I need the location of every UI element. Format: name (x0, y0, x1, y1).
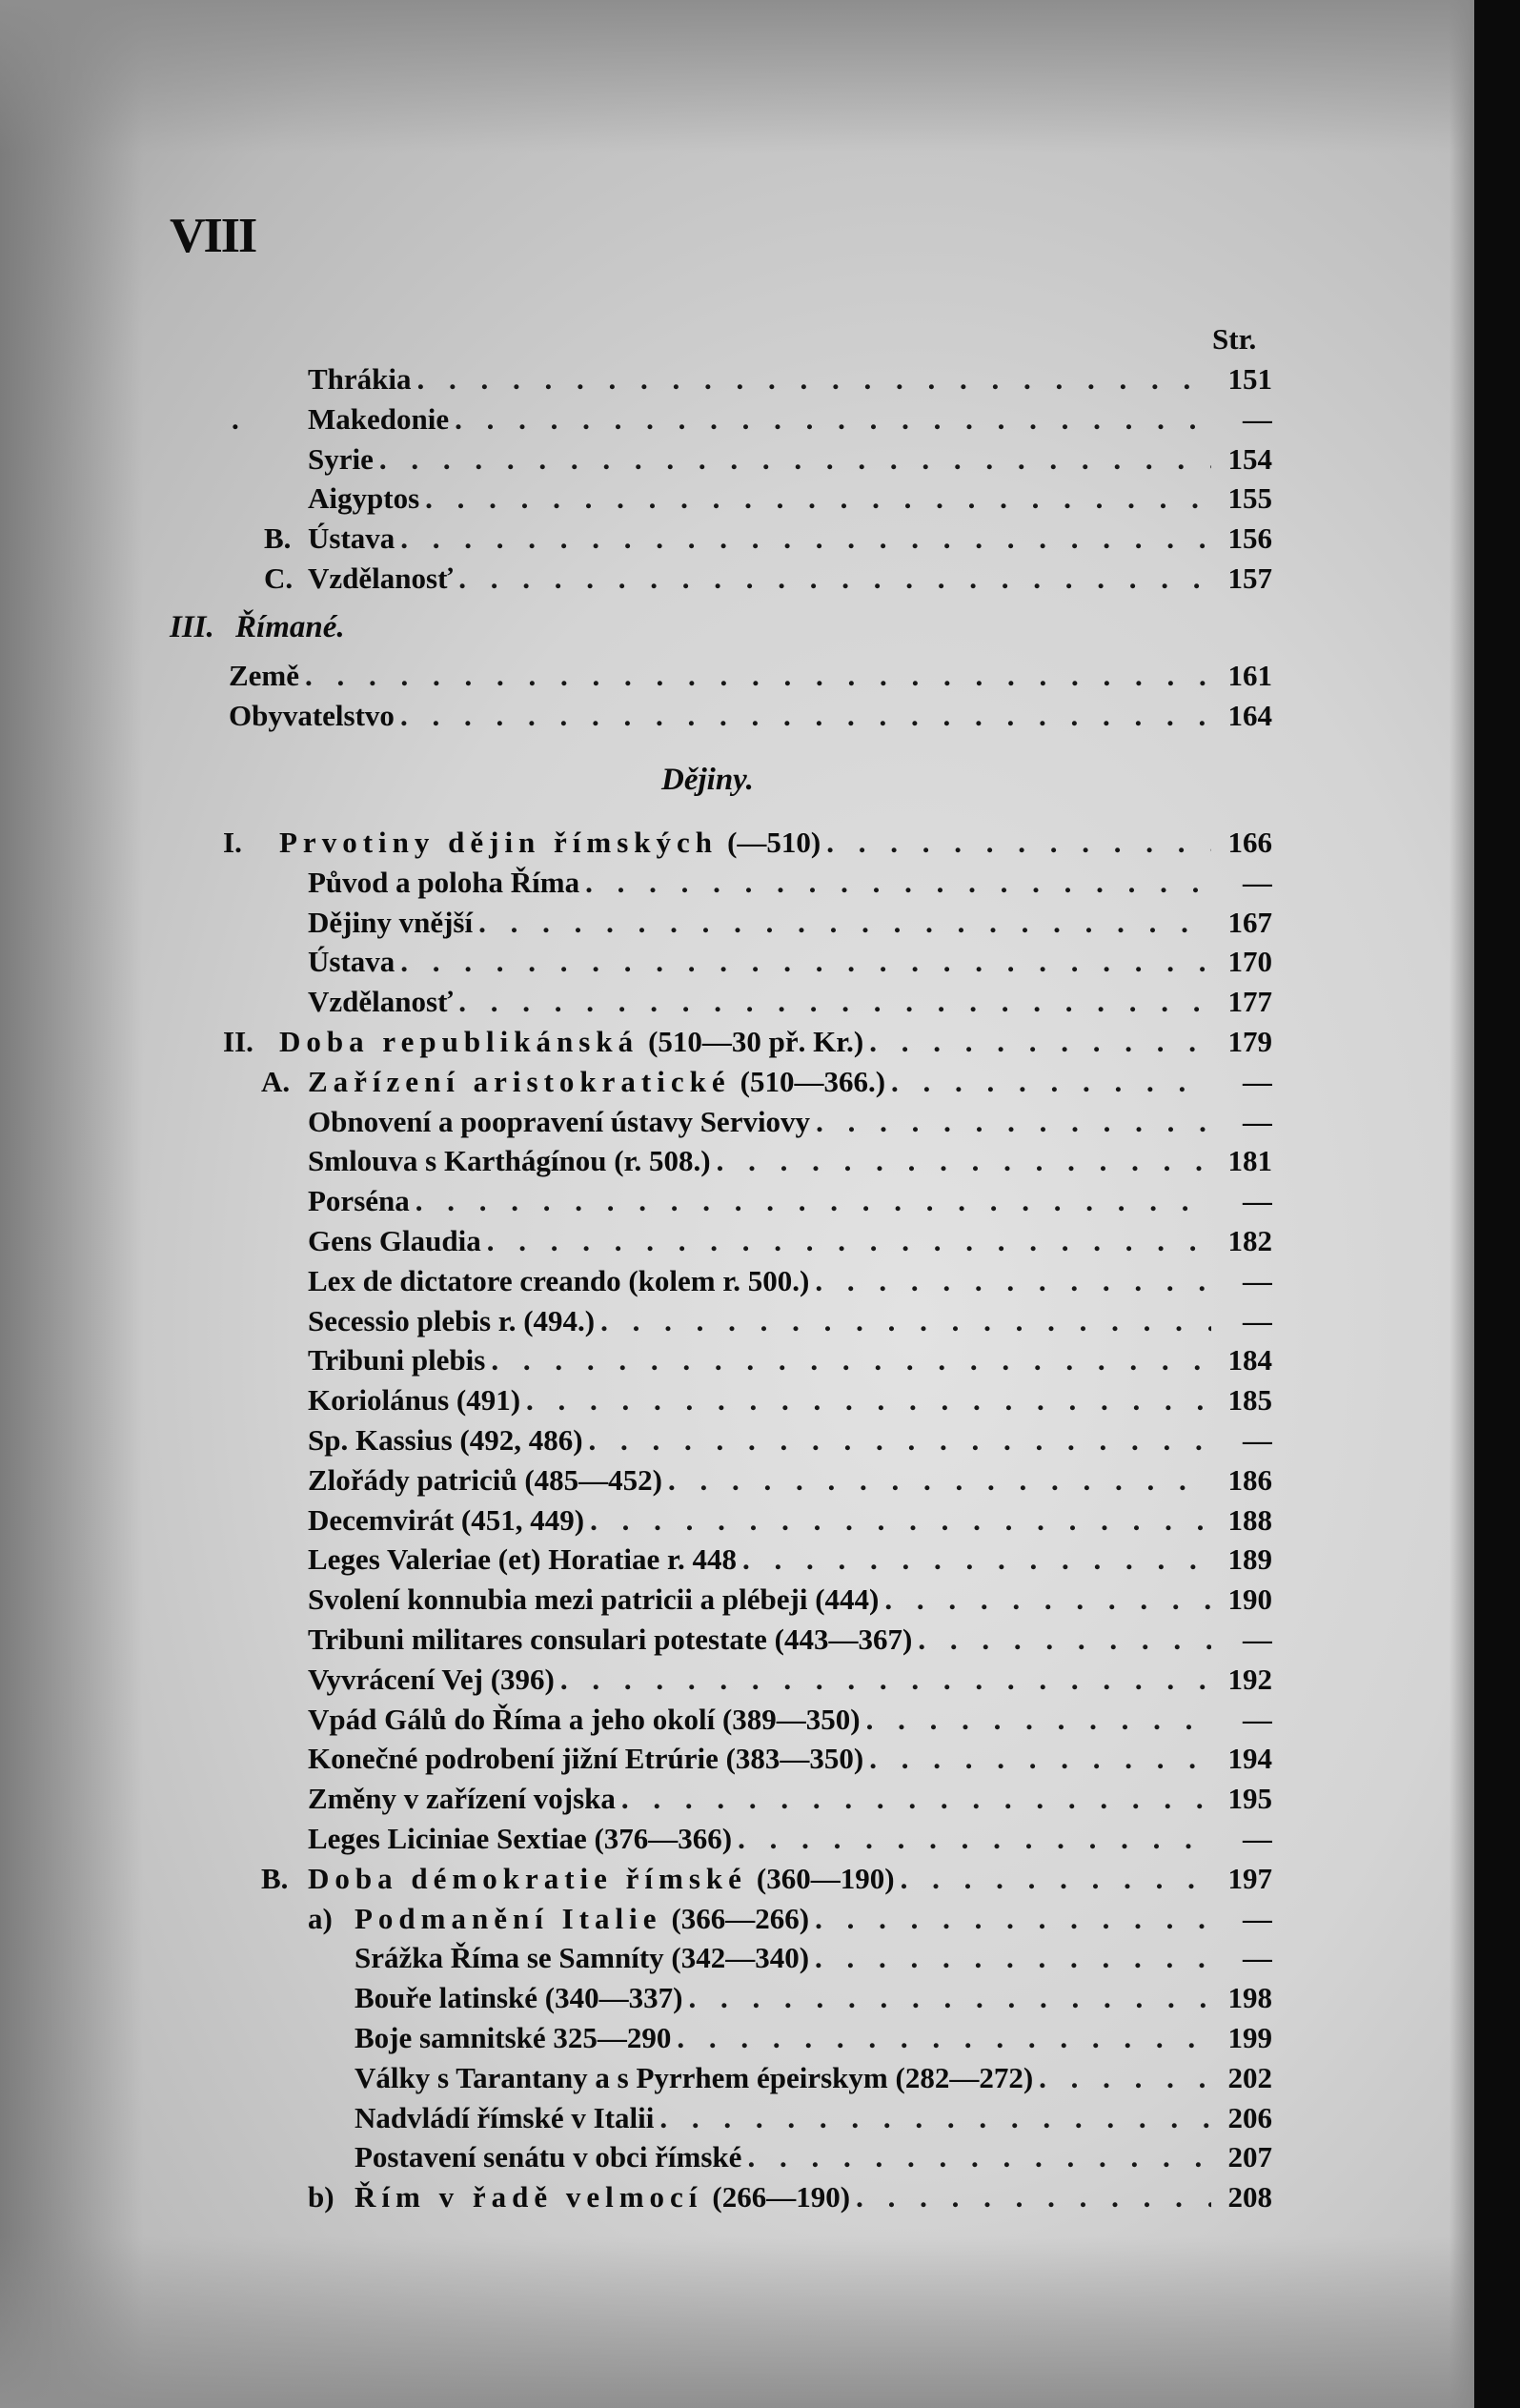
toc-leader-dots (815, 1900, 1211, 1938)
toc-entry-date-range: (366—266) (671, 1901, 810, 1935)
toc-leader-dots (305, 657, 1211, 695)
toc-entry (308, 1461, 1272, 1500)
toc-entry-page: — (1243, 1423, 1272, 1457)
toc-entry-title: Vpád Gálů do Říma a jeho okolí (389—350) (308, 1702, 861, 1736)
toc-leader-dots (417, 360, 1211, 398)
toc-entry-page: — (1243, 1184, 1272, 1218)
toc-leader-dots (425, 480, 1211, 518)
toc-leader-dots (677, 2019, 1211, 2057)
toc-leader-dots (487, 1222, 1211, 1260)
toc-entry-marker: . (232, 401, 239, 436)
toc-entry-title: Leges Valeriae (et) Horatiae r. 448 (308, 1542, 737, 1577)
toc-entry (261, 1860, 1272, 1898)
toc-entry (308, 1182, 1272, 1220)
toc-leader-dots (856, 2178, 1211, 2216)
toc-entry (308, 1780, 1272, 1818)
toc-entry-page: 155 (1227, 481, 1272, 516)
toc-entry (308, 480, 1272, 518)
toc-entry-title: Decemvirát (451, 449) (308, 1502, 585, 1537)
toc-entry-title: Sp. Kassius (492, 486) (308, 1423, 583, 1457)
toc-entry (355, 2019, 1272, 2057)
toc-entry (261, 1063, 1272, 1101)
section-title: Římané. (235, 610, 345, 644)
toc-entry-title: Secessio plebis r. (494.) (308, 1303, 596, 1337)
toc-entry-date-range: (—510) (727, 826, 821, 859)
toc-leader-dots (600, 1302, 1211, 1340)
toc-leader-dots (738, 1820, 1211, 1858)
toc-leader-dots (400, 520, 1211, 558)
toc-entry-page: 166 (1227, 826, 1272, 859)
toc-entry-page: 194 (1227, 1742, 1272, 1776)
toc-entry-page: 184 (1227, 1343, 1272, 1377)
toc-entry-title: Lex de dictatore creando (kolem r. 500.) (308, 1263, 810, 1297)
toc-entry-page: — (1243, 1104, 1272, 1138)
toc-entry-page: 154 (1227, 441, 1272, 476)
toc-entry-page: 190 (1227, 1582, 1272, 1617)
toc-leader-dots (869, 1023, 1211, 1061)
toc-entry (229, 657, 1272, 695)
toc-entry-title: Země (229, 659, 300, 692)
toc-leader-dots (526, 1381, 1211, 1419)
toc-entry-title: Prvotiny dějin římských (279, 826, 719, 859)
toc-entry (308, 1701, 1272, 1739)
toc-entry (308, 1103, 1272, 1141)
toc-leader-dots (478, 904, 1211, 942)
toc-entry-title: Konečné podrobení jižní Etrúrie (383—350) (308, 1742, 864, 1776)
toc-entry-page: — (1243, 865, 1272, 899)
toc-entry (355, 2099, 1272, 2137)
toc-leader-dots (815, 1939, 1211, 1977)
toc-entry-page: 198 (1227, 1981, 1272, 2015)
toc-entry-title: Dějiny vnější (308, 905, 474, 939)
toc-entry-title: Vzdělanosť (308, 985, 454, 1019)
toc-entry (229, 697, 1272, 735)
toc-entry (308, 1661, 1272, 1699)
toc-entry (232, 400, 1272, 439)
toc-leader-dots (415, 1182, 1211, 1220)
toc-leader-dots (379, 440, 1211, 479)
toc-leader-dots (816, 1103, 1211, 1141)
toc-leader-dots (590, 1501, 1211, 1540)
toc-entry-title: Vyvrácení Vej (396) (308, 1662, 555, 1696)
toc-leader-dots (901, 1860, 1211, 1898)
toc-leader-dots (458, 983, 1211, 1021)
toc-entry-title: Srážka Říma se Samníty (342—340) (355, 1941, 810, 1975)
toc-entry-title: Makedonie (308, 401, 450, 436)
page-shadow-bottom (0, 2236, 1520, 2408)
toc-leader-dots (826, 824, 1211, 862)
toc-entry-title: Syrie (308, 441, 374, 476)
toc-entry-title: Leges Liciniae Sextiae (376—366) (308, 1822, 733, 1855)
toc-leader-dots (884, 1581, 1211, 1619)
toc-entry (355, 2059, 1272, 2097)
toc-entry-title: Řím v řadě velmocí (355, 2180, 703, 2214)
toc-entry-marker: II. (223, 1025, 253, 1058)
toc-entry-marker: a) (308, 1901, 333, 1935)
toc-entry (308, 1302, 1272, 1340)
toc-entry (308, 360, 1272, 398)
toc-entry-title: Podmanění Italie (355, 1901, 662, 1935)
toc-entry-marker: B. (264, 521, 292, 556)
toc-leader-dots (491, 1341, 1211, 1379)
toc-leader-dots (815, 1262, 1211, 1300)
toc-entry-title: Porséna (308, 1184, 410, 1218)
toc-entry (308, 864, 1272, 902)
toc-entry-title: Ústava (308, 521, 395, 556)
toc-leader-dots (458, 560, 1211, 598)
toc-entry-page: — (1243, 1822, 1272, 1855)
toc-entry-page: 207 (1227, 2140, 1272, 2174)
scan-border-right (1474, 0, 1520, 2408)
toc-entry (308, 1142, 1272, 1180)
page-number: VIII (170, 209, 256, 263)
toc-entry (355, 2138, 1272, 2176)
toc-entry (308, 1341, 1272, 1379)
toc-entry-page: 189 (1227, 1542, 1272, 1577)
toc-entry (308, 904, 1272, 942)
toc-entry-title: Doba republikánská (279, 1025, 639, 1058)
toc-entry-title: Aigyptos (308, 481, 420, 516)
toc-entry-page: 206 (1227, 2100, 1272, 2134)
toc-entry (308, 1740, 1272, 1778)
toc-entry (308, 1581, 1272, 1619)
toc-entry (308, 1541, 1272, 1579)
toc-entry-page: 170 (1227, 945, 1272, 979)
toc-leader-dots (400, 943, 1211, 981)
toc-leader-dots (688, 1979, 1211, 2017)
toc-entry-title: Thrákia (308, 362, 412, 396)
toc-leader-dots (869, 1740, 1211, 1778)
toc-leader-dots (717, 1142, 1211, 1180)
toc-entry (308, 1820, 1272, 1858)
toc-leader-dots (659, 2099, 1211, 2137)
toc-entry-marker: A. (261, 1064, 291, 1098)
toc-entry-page: 167 (1227, 905, 1272, 939)
toc-entry (308, 1421, 1272, 1459)
toc-entry-date-range: (510—366.) (740, 1064, 886, 1098)
toc-leader-dots (585, 864, 1211, 902)
toc-entry-page: 157 (1227, 561, 1272, 595)
toc-entry-title: Gens Glaudia (308, 1224, 481, 1257)
section-numeral: III. (170, 610, 214, 644)
toc-entry-page: 179 (1227, 1025, 1272, 1058)
toc-entry (308, 440, 1272, 479)
section-heading-romans (170, 610, 345, 645)
toc-entry-page: — (1243, 1941, 1272, 1975)
section-heading-dejiny: Dějiny. (661, 763, 754, 797)
toc-leader-dots (589, 1421, 1211, 1459)
toc-entry-title: Obnovení a poopravení ústavy Serviovy (308, 1104, 811, 1138)
toc-entry-page: 161 (1227, 659, 1272, 692)
toc-entry-page: 208 (1227, 2180, 1272, 2214)
toc-entry-title: Postavení senátu v obci římské (355, 2140, 742, 2174)
toc-entry-title: Ústava (308, 945, 395, 979)
toc-entry-page: — (1243, 1064, 1272, 1098)
toc-entry (308, 983, 1272, 1021)
toc-entry-date-range: (360—190) (756, 1861, 895, 1895)
toc-entry (308, 1501, 1272, 1540)
toc-entry-title: Původ a poloha Říma (308, 865, 580, 899)
toc-entry-page: 197 (1227, 1861, 1272, 1895)
toc-leader-dots (747, 2138, 1211, 2176)
toc-leader-dots (918, 1621, 1211, 1659)
toc-entry-title: Obyvatelstvo (229, 698, 395, 732)
page-fold-shadow (1449, 0, 1474, 2408)
toc-leader-dots (668, 1461, 1211, 1500)
toc-entry-marker: C. (264, 561, 294, 595)
toc-leader-dots (455, 400, 1211, 439)
toc-entry (308, 1900, 1272, 1938)
toc-leader-dots (1039, 2059, 1211, 2097)
toc-entry-title: Smlouva s Karthágínou (r. 508.) (308, 1144, 711, 1178)
toc-entry-title: Svolení konnubia mezi patricii a plébeji (444) (308, 1582, 880, 1617)
toc-entry-page: — (1243, 1901, 1272, 1935)
toc-entry-page: — (1243, 401, 1272, 436)
toc-entry-date-range: (510—30 př. Kr.) (648, 1025, 864, 1058)
toc-entry-title: Zlořády patriciů (485—452) (308, 1462, 662, 1497)
toc-entry-marker: B. (261, 1861, 289, 1895)
toc-entry-page: 199 (1227, 2021, 1272, 2054)
toc-entry-title: Doba démokratie římské (308, 1861, 747, 1895)
toc-entry (355, 1979, 1272, 2017)
toc-entry-marker: b) (308, 2180, 334, 2214)
toc-entry (308, 1262, 1272, 1300)
toc-leader-dots (560, 1661, 1211, 1699)
page-shadow-top (0, 0, 1520, 153)
toc-entry-page: 177 (1227, 985, 1272, 1019)
toc-entry-marker: I. (223, 826, 242, 859)
toc-entry-page: 156 (1227, 521, 1272, 556)
toc-entry-page: — (1243, 1702, 1272, 1736)
toc-entry (308, 1621, 1272, 1659)
toc-entry (308, 1222, 1272, 1260)
toc-entry (308, 1381, 1272, 1419)
toc-entry-page: 181 (1227, 1144, 1272, 1178)
toc-entry-title: Tribuni militares consulari potestate (443—367) (308, 1622, 913, 1656)
toc-entry-title: Nadvládí římské v Italii (355, 2100, 655, 2134)
toc-entry-title: Bouře latinské (340—337) (355, 1981, 683, 2015)
toc-entry (223, 1023, 1272, 1061)
toc-entry-page: 192 (1227, 1662, 1272, 1696)
toc-entry (355, 1939, 1272, 1977)
toc-entry-page: 182 (1227, 1224, 1272, 1257)
toc-entry-page: — (1243, 1263, 1272, 1297)
page-column-header: Str. (1212, 322, 1257, 356)
toc-entry-title: Tribuni plebis (308, 1343, 486, 1377)
toc-entry-date-range: (266—190) (712, 2180, 851, 2214)
toc-entry-page: 164 (1227, 698, 1272, 732)
toc-leader-dots (866, 1701, 1211, 1739)
toc-entry-page: 202 (1227, 2060, 1272, 2094)
toc-entry-page: 186 (1227, 1462, 1272, 1497)
toc-entry-page: 185 (1227, 1383, 1272, 1418)
toc-entry-title: Zařízení aristokratické (308, 1064, 731, 1098)
toc-leader-dots (742, 1541, 1211, 1579)
page-shadow-left (0, 0, 143, 2408)
toc-entry-title: Boje samnitské 325—290 (355, 2021, 672, 2054)
toc-entry-page: 195 (1227, 1782, 1272, 1816)
toc-entry (308, 2178, 1272, 2216)
toc-entry (223, 824, 1272, 862)
toc-leader-dots (891, 1063, 1211, 1101)
toc-entry (308, 943, 1272, 981)
toc-entry (264, 520, 1272, 558)
toc-leader-dots (621, 1780, 1211, 1818)
toc-entry-title: Války s Tarantany a s Pyrrhem épeirskym (282—272) (355, 2060, 1034, 2094)
toc-entry-title: Vzdělanosť (308, 561, 454, 595)
toc-entry-page: 188 (1227, 1502, 1272, 1537)
toc-entry-page: 151 (1227, 362, 1272, 396)
toc-entry (264, 560, 1272, 598)
toc-leader-dots (400, 697, 1211, 735)
toc-entry-title: Koriolánus (491) (308, 1383, 521, 1418)
toc-entry-title: Změny v zařízení vojska (308, 1782, 616, 1816)
toc-entry-page: — (1243, 1303, 1272, 1337)
toc-entry-page: — (1243, 1622, 1272, 1656)
